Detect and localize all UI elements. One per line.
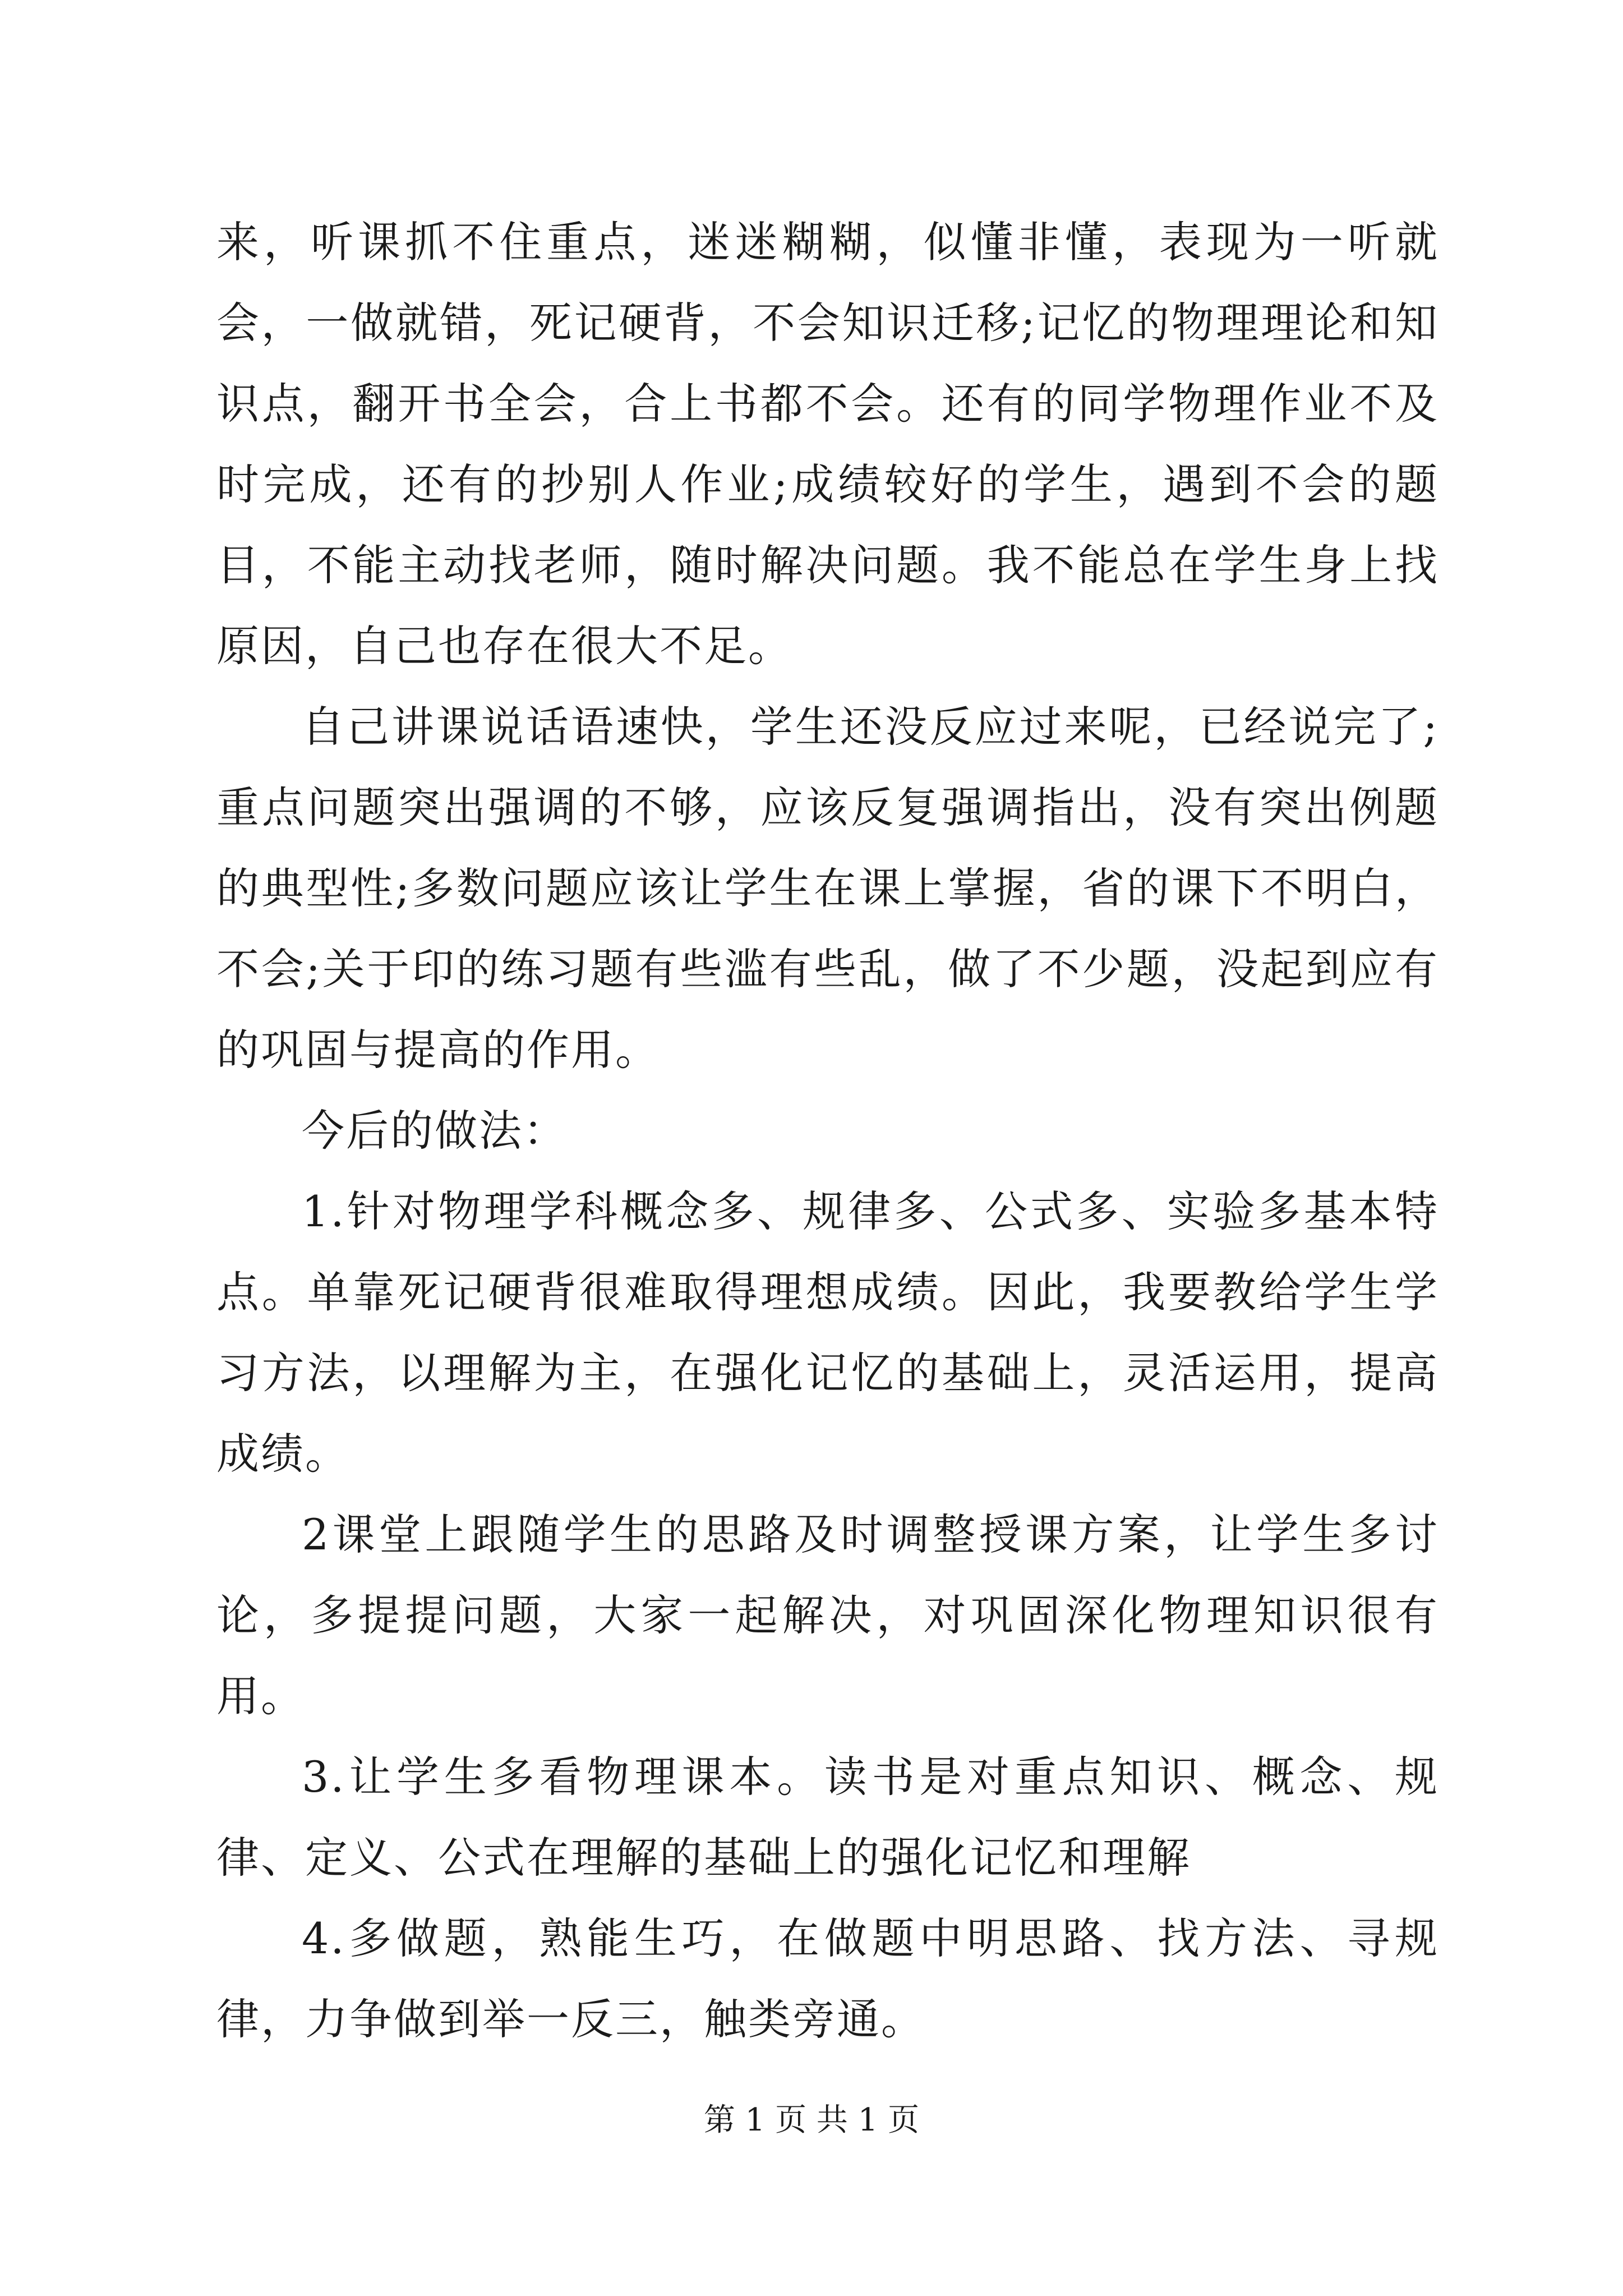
paragraph-self-reflection: 自己讲课说话语速快，学生还没反应过来呢，已经说完了;重点问题突出强调的不够，应该反复强调指出，没有突出例题的典型性;多数问题应该让学生在课上掌握，省的课下不明白，不会;关于印的练习题有些滥有些乱，做了不少题，没起到应有的巩固与提高的作用。 [216, 702, 1439, 1075]
page-number-label: 第 1 页 共 1 页 [703, 2102, 920, 2138]
paragraph-item-3: 3.让学生多看物理课本。读书是对重点知识、概念、规律、定义、公式在理解的基础上的强化记忆和理解 [216, 1752, 1439, 1883]
paragraph-item-2: 2课堂上跟随学生的思路及时调整授课方案，让学生多讨论，多提提问题，大家一起解决，对巩固深化物理知识很有用。 [216, 1510, 1439, 1721]
document-body [216, 202, 1439, 2060]
paragraph-continuation: 来，听课抓不住重点，迷迷糊糊，似懂非懂，表现为一听就会，一做就错，死记硬背，不会知识迁移;记忆的物理理论和知识点，翻开书全会，合上书都不会。还有的同学物理作业不及时完成，还有的抄别人作业;成绩较好的学生，遇到不会的题目，不能主动找老师，随时解决问题。我不能总在学生身上找原因，自己也存在很大不足。 [216, 217, 1439, 671]
paragraph-item-1: 1.针对物理学科概念多、规律多、公式多、实验多基本特点。单靠死记硬背很难取得理想成绩。因此，我要教给学生学习方法，以理解为主，在强化记忆的基础上，灵活运用，提高成绩。 [216, 1186, 1439, 1479]
page-footer [0, 2098, 1623, 2143]
paragraph-heading-future-methods: 今后的做法： [302, 1106, 568, 1156]
paragraph-item-4: 4.多做题，熟能生巧，在做题中明思路、找方法、寻规律，力争做到举一反三，触类旁通。 [216, 1913, 1439, 2044]
